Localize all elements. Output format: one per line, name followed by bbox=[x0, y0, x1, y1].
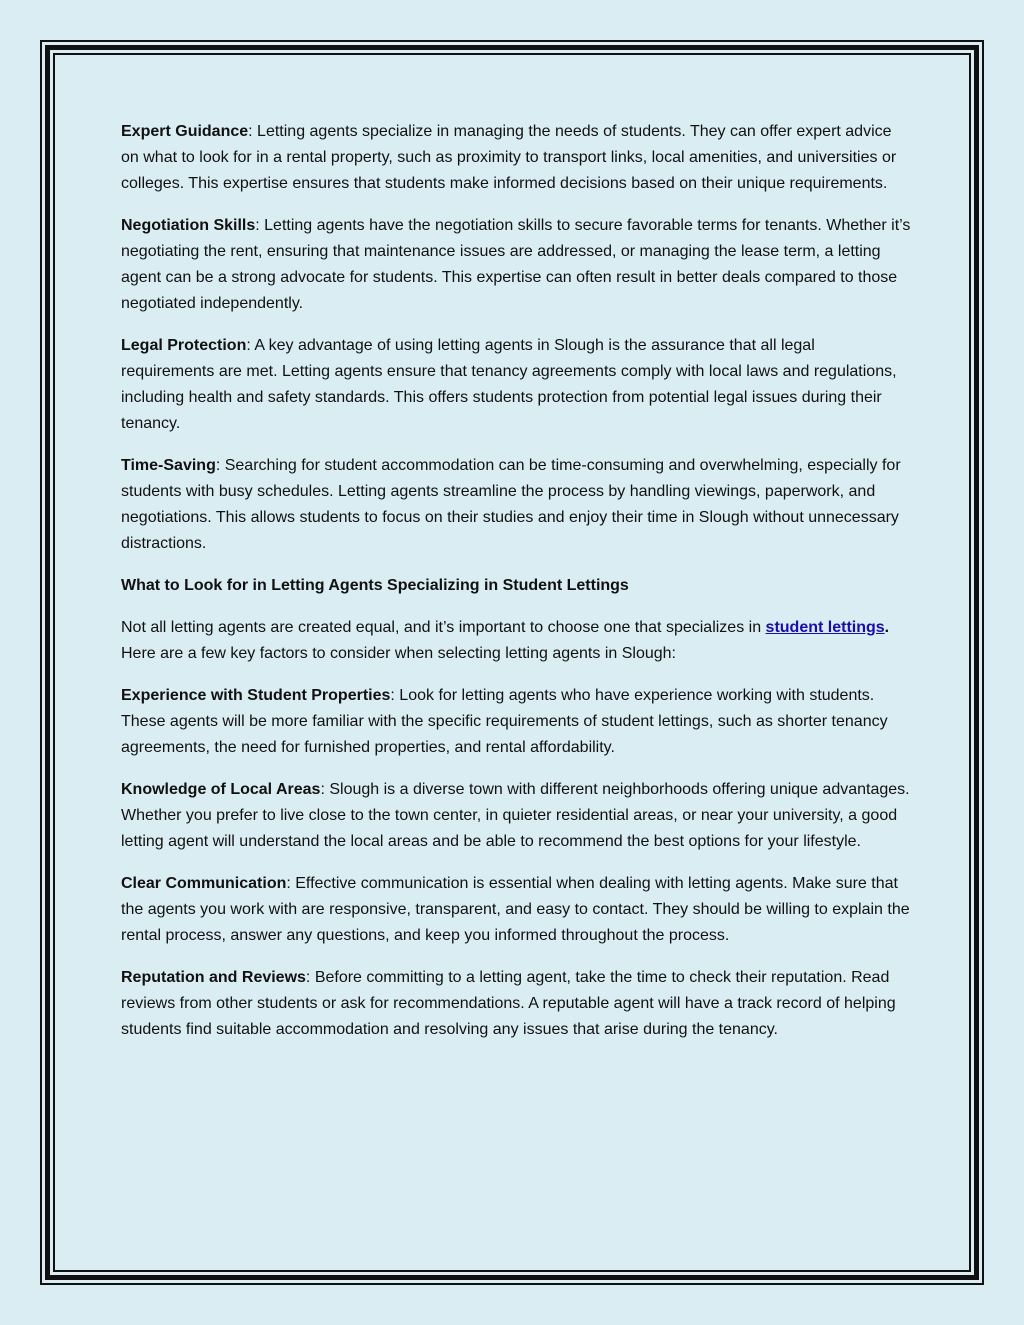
factor-title: Experience with Student Properties bbox=[121, 687, 391, 704]
section-text: : Letting agents specialize in managing the needs of students. They can offer expert advice on what to look for in a rental property, such as proximity to transport links, local amenities, and universities or colleges. This expertise ensures that students make informed decisions based on their unique requirements. bbox=[121, 123, 897, 192]
section-legal-protection bbox=[121, 333, 911, 437]
intro-text-before-link: Not all letting agents are created equal, and it’s important to choose one that specializes in bbox=[121, 619, 766, 636]
section-expert-guidance bbox=[121, 119, 911, 197]
factor-title: Clear Communication bbox=[121, 875, 287, 892]
factor-communication bbox=[121, 871, 911, 949]
section-text: : Letting agents have the negotiation skills to secure favorable terms for tenants. Whether it’s negotiating the rent, ensuring that maintenance issues are addressed, or managing the lease term, a letting agent can be a strong advocate for students. This expertise can often result in better deals compared to those negotiated independently. bbox=[121, 217, 911, 312]
factor-text: : Effective communication is essential when dealing with letting agents. Make sure that the agents you work with are responsive, transparent, and easy to contact. They should be willing to explain the rental process, answer any questions, and keep you informed throughout the process. bbox=[121, 875, 910, 944]
intro-paragraph bbox=[121, 615, 911, 667]
section-title: Expert Guidance bbox=[121, 123, 249, 140]
factor-text: : Slough is a diverse town with different neighborhoods offering unique advantages. Whether you prefer to live close to the town center, in quieter residential areas, or near your university, a good letting agent will understand the local areas and be able to recommend the best options for your lifestyle. bbox=[121, 781, 910, 850]
factor-reputation bbox=[121, 965, 911, 1043]
student-lettings-link[interactable]: student lettings bbox=[765, 619, 885, 636]
section-title: Time-Saving bbox=[121, 457, 216, 474]
intro-text-after-link: Here are a few key factors to consider when selecting letting agents in Slough: bbox=[121, 645, 676, 662]
factor-title: Knowledge of Local Areas bbox=[121, 781, 321, 798]
section-title: Legal Protection bbox=[121, 337, 247, 354]
section-title: Negotiation Skills bbox=[121, 217, 256, 234]
section-text: : A key advantage of using letting agents in Slough is the assurance that all legal requirements are met. Letting agents ensure that tenancy agreements comply with local laws and regulations, including health and safety standards. This offers students protection from potential legal issues during their tenancy. bbox=[121, 337, 897, 432]
factor-local-knowledge bbox=[121, 777, 911, 855]
section-negotiation-skills bbox=[121, 213, 911, 317]
subheading: What to Look for in Letting Agents Specializing in Student Lettings bbox=[121, 577, 629, 594]
factor-text: : Before committing to a letting agent, take the time to check their reputation. Read reviews from other students or ask for recommendations. A reputable agent will have a track record of helping students find suitable accommodation and resolving any issues that arise during the tenancy. bbox=[121, 969, 896, 1038]
document-body bbox=[121, 119, 911, 1059]
factor-title: Reputation and Reviews bbox=[121, 969, 306, 986]
section-time-saving bbox=[121, 453, 911, 557]
factor-experience bbox=[121, 683, 911, 761]
factor-text: : Look for letting agents who have experience working with students. These agents will be more familiar with the specific requirements of student lettings, such as shorter tenancy agreements, the need for furnished properties, and rental affordability. bbox=[121, 687, 888, 756]
section-text: : Searching for student accommodation can be time-consuming and overwhelming, especially for students with busy schedules. Letting agents streamline the process by handling viewings, paperwork, and negotiations. This allows students to focus on their studies and enjoy their time in Slough without unnecessary distractions. bbox=[121, 457, 901, 552]
intro-link-period: . bbox=[884, 619, 890, 636]
